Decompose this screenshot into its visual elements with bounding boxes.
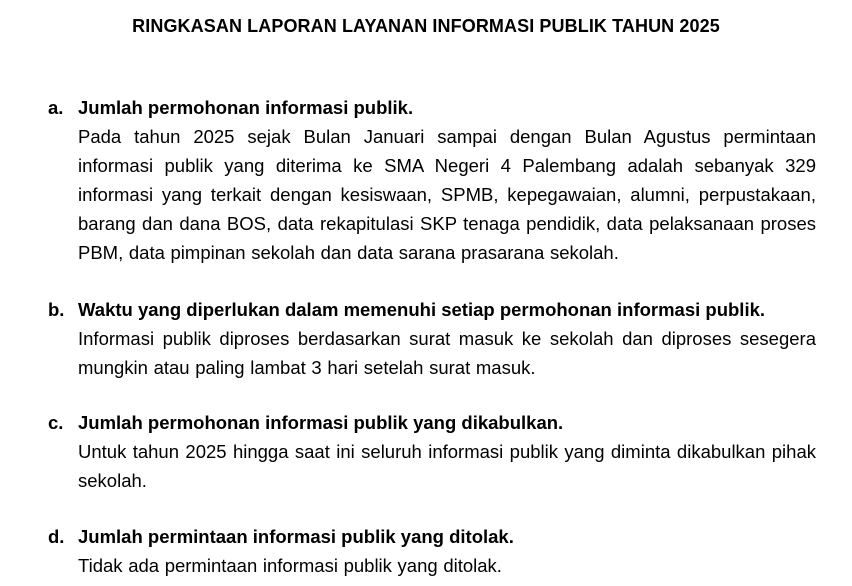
section-letter: a. xyxy=(48,97,64,118)
section-header xyxy=(48,522,816,551)
section-a xyxy=(48,93,816,267)
section-body: Pada tahun 2025 sejak Bulan Januari sampai dengan Bulan Agustus permintaan informasi publik yang diterima ke SMA Negeri 4 Palembang adalah sebanyak 329 informasi yang terkait dengan kesiswaan, SPMB, kepegawaian, alumni, perpustakaan, barang dan dana BOS, data rekapitulasi SKP tenaga pendidik, data pelaksanaan proses PBM, data pimpinan sekolah dan data sarana prasarana sekolah. xyxy=(78,126,816,263)
section-header xyxy=(48,295,816,324)
section-heading: Waktu yang diperlukan dalam memenuhi setiap permohonan informasi publik. xyxy=(78,299,766,320)
section-heading: Jumlah permintaan informasi publik yang ditolak. xyxy=(78,526,514,547)
section-body: Untuk tahun 2025 hingga saat ini seluruh informasi publik yang diminta dikabulkan pihak sekolah. xyxy=(78,441,816,491)
section-letter: c. xyxy=(48,412,64,433)
section-letter: d. xyxy=(48,526,65,547)
section-heading: Jumlah permohonan informasi publik. xyxy=(78,97,414,118)
section-d xyxy=(48,522,816,580)
section-header xyxy=(48,93,816,122)
section-heading: Jumlah permohonan informasi publik yang dikabulkan. xyxy=(78,412,564,433)
page-title: RINGKASAN LAPORAN LAYANAN INFORMASI PUBLIK TAHUN 2025 xyxy=(132,16,720,36)
section-c xyxy=(48,408,816,495)
section-letter: b. xyxy=(48,299,65,320)
section-b xyxy=(48,295,816,382)
section-body: Tidak ada permintaan informasi publik yang ditolak. xyxy=(78,555,502,576)
section-header xyxy=(48,408,816,437)
section-body: Informasi publik diproses berdasarkan surat masuk ke sekolah dan diproses sesegera mungkin atau paling lambat 3 hari setelah surat masuk. xyxy=(78,328,816,378)
